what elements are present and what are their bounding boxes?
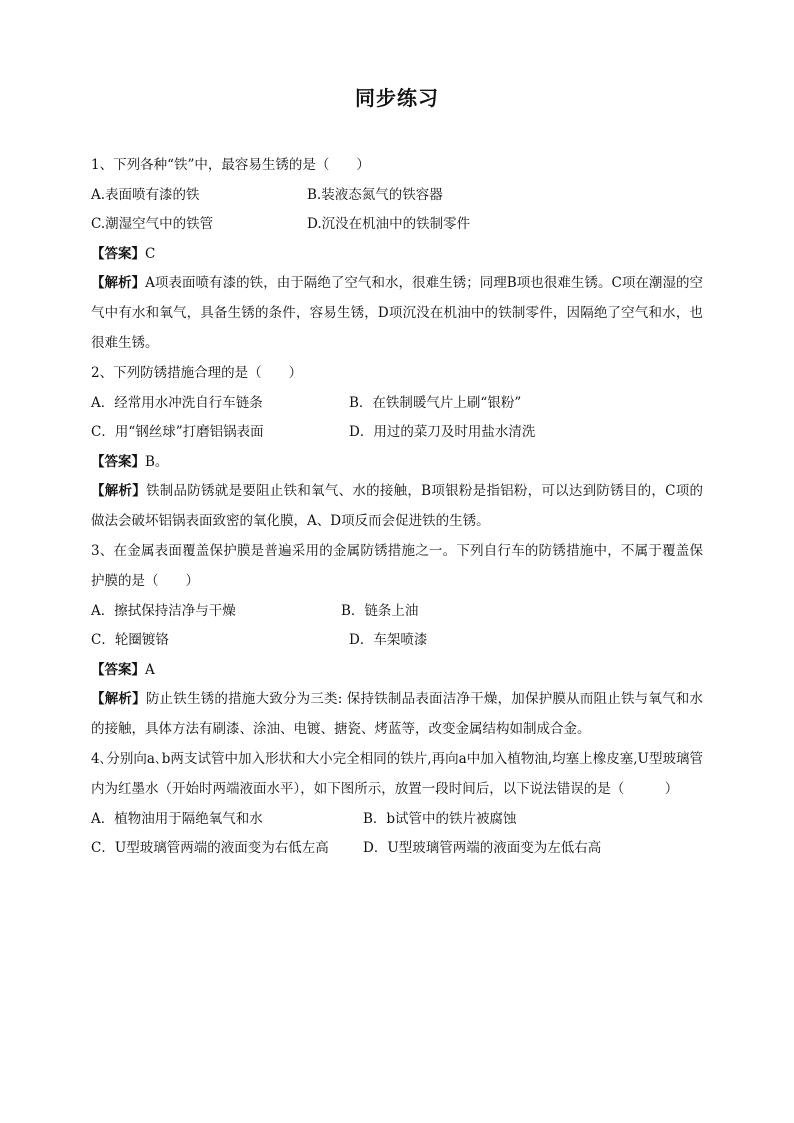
- question-4-option-b: B．b试管中的铁片被腐蚀: [363, 810, 517, 827]
- analysis-tag: 【解析】: [91, 275, 146, 292]
- question-3-options-row-2: [91, 628, 703, 652]
- question-4-options-row-1: [91, 807, 703, 831]
- analysis-text: 铁制品防锈就是要阻止铁和氧气、水的接触，B项银粉是指铝粉，可以达到防锈目的，C项的做法会破坏铝锅表面致密的氧化膜，A、D项反而会促进铁的生锈。: [91, 483, 704, 530]
- answer-tag: 【答案】: [91, 453, 145, 470]
- analysis-tag: 【解析】: [91, 483, 147, 500]
- question-2-option-b: B．在铁制暖气片上刷“银粉”: [349, 394, 522, 411]
- question-3-answer: [91, 658, 703, 682]
- question-4-option-a: A．植物油用于隔绝氧气和水: [91, 810, 263, 827]
- question-3-analysis: [91, 684, 703, 744]
- question-2-options-row-1: [91, 391, 703, 415]
- question-2-option-a: A．经常用水冲洗自行车链条: [91, 394, 263, 411]
- question-2-stem: 2、下列防锈措施合理的是（ ）: [91, 364, 303, 381]
- analysis-tag: 【解析】: [91, 691, 146, 708]
- exercise-content: [91, 153, 703, 866]
- question-2-analysis: [91, 476, 703, 536]
- question-2-answer: [91, 450, 703, 474]
- question-3-option-c: C．轮圈镀铬: [91, 632, 169, 649]
- question-1-answer: [91, 242, 703, 266]
- question-1-option-b: B.装液态氮气的铁容器: [307, 186, 443, 203]
- question-2-options-row-2: [91, 420, 703, 444]
- question-1-option-a: A.表面喷有漆的铁: [91, 186, 200, 203]
- analysis-text: 防止铁生锈的措施大致分为三类: 保持铁制品表面洁净干燥，加保护膜从而阻止铁与氧气和水的接触，具体方法有刷漆、涂油、电镀、搪瓷、烤蓝等，改变金属结构如制成合金。: [91, 691, 704, 738]
- question-3-stem: 3、在金属表面覆盖保护膜是普遍采用的金属防锈措施之一。下列自行车的防锈措施中，不属于覆盖保护膜的是（ ）: [91, 542, 703, 589]
- question-2-option-d: D．用过的菜刀及时用盐水清洗: [349, 424, 536, 441]
- question-4-stem: 4､分别向a､b两支试管中加入形状和大小完全相同的铁片,再向a中加入植物油,均塞上橡皮塞,U型玻璃管内为红墨水（开始时两端液面水平），如下图所示，放置一段时间后，以下说法错误的是（ ）: [91, 750, 703, 797]
- page-title: 同步练习: [355, 86, 439, 110]
- question-4-option-c: C．U型玻璃管两端的液面变为右低左高: [91, 840, 329, 857]
- question-1-stem: 1、下列各种“铁”中，最容易生锈的是（ ）: [91, 157, 370, 173]
- answer-tag: 【答案】: [91, 245, 145, 262]
- answer-value: B。: [145, 453, 169, 470]
- question-1-option-d: D.沉没在机油中的铁制零件: [307, 216, 471, 233]
- question-1-option-c: C.潮湿空气中的铁管: [91, 216, 214, 233]
- question-4-option-d: D．U型玻璃管两端的液面变为左低右高: [363, 840, 602, 857]
- question-4-options-row-2: [91, 836, 703, 860]
- question-3-option-b: B．链条上油: [341, 602, 419, 619]
- question-1-analysis: [91, 268, 703, 358]
- question-1-options-row-1: [91, 183, 703, 207]
- answer-tag: 【答案】: [91, 661, 145, 678]
- answer-value: A: [145, 661, 155, 678]
- question-3-options-row-1: [91, 599, 703, 623]
- question-1-options-row-2: [91, 212, 703, 236]
- question-3-option-a: A．擦拭保持洁净与干燥: [91, 602, 236, 619]
- question-3-option-d: D．车架喷漆: [349, 632, 428, 649]
- answer-value: C: [145, 245, 156, 262]
- question-2-option-c: C．用“钢丝球”打磨铝锅表面: [91, 424, 264, 441]
- analysis-text: A项表面喷有漆的铁，由于隔绝了空气和水，很难生锈；同理B项也很难生锈。C项在潮湿的空气中有水和氧气，具备生锈的条件，容易生锈，D项沉没在机油中的铁制零件，因隔绝了空气和水，也很难生锈。: [91, 275, 704, 352]
